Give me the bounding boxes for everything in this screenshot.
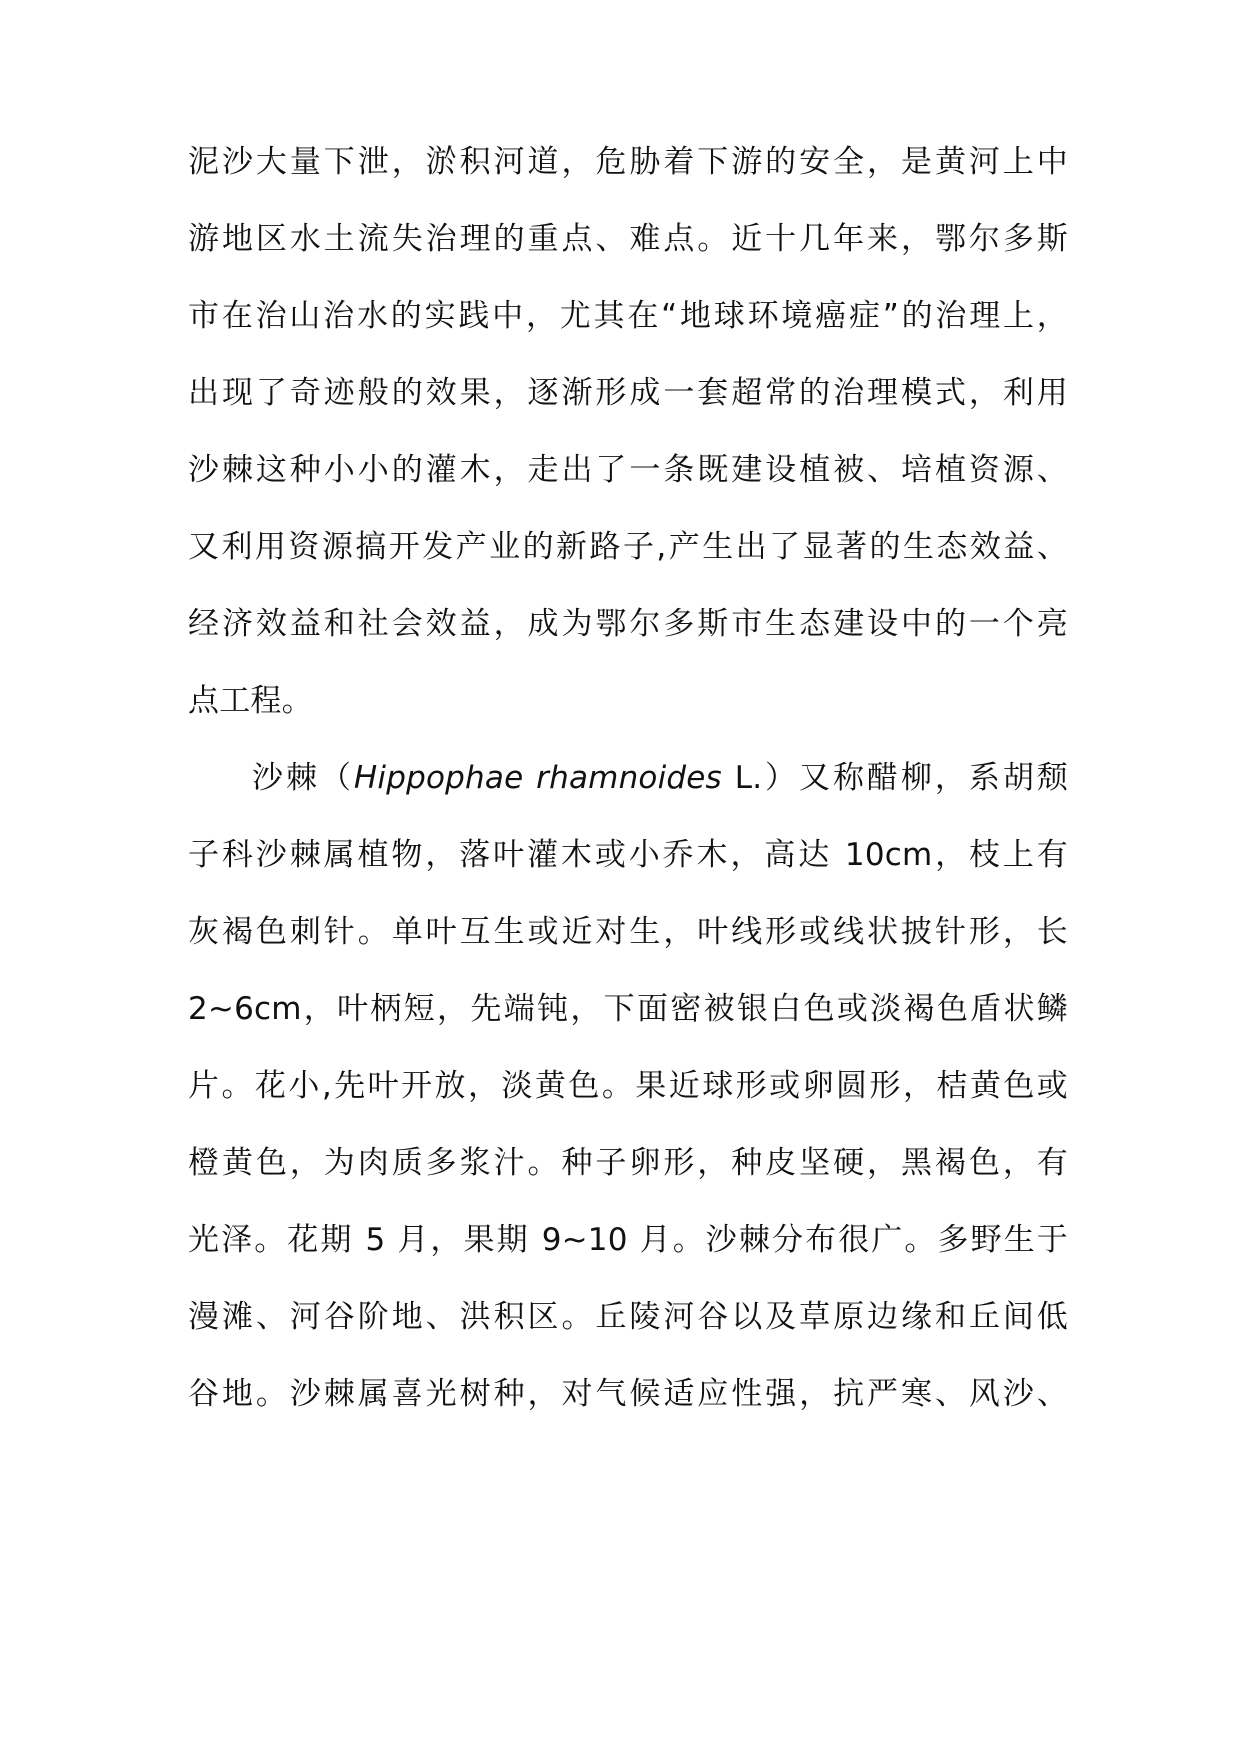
paragraph-1-line-3: 市在治山治水的实践中，尤其在“地球环境癌症”的治理上， <box>188 298 1068 334</box>
paragraph-2-line-5: 片。花小,先叶开放，淡黄色。果近球形或卵圆形，桔黄色或 <box>188 1068 1068 1104</box>
paragraph-2-line-8: 漫滩、河谷阶地、洪积区。丘陵河谷以及草原边缘和丘间低 <box>188 1299 1068 1335</box>
paragraph-2-line-4: 2~6cm，叶柄短，先端钝，下面密被银白色或淡褐色盾状鳞 <box>188 991 1068 1027</box>
paragraph-2-line-1 <box>188 748 1068 808</box>
paragraph-1-line-5: 沙棘这种小小的灌木，走出了一条既建设植被、培植资源、 <box>188 452 1068 488</box>
paragraph-2-line-2: 子科沙棘属植物，落叶灌木或小乔木，高达 10cm，枝上有 <box>188 837 1068 873</box>
paragraph-2-line-6: 橙黄色，为肉质多浆汁。种子卵形，种皮坚硬，黑褐色，有 <box>188 1145 1068 1181</box>
scientific-name: Hippophae rhamnoides <box>353 760 722 796</box>
paragraph-2-line-1-tail: L.）又称醋柳，系胡颓 <box>721 760 1068 796</box>
paragraph-1-line-4: 出现了奇迹般的效果，逐渐形成一套超常的治理模式，利用 <box>188 375 1068 411</box>
paragraph-1-line-8: 点工程。 <box>188 683 313 719</box>
paragraph-2-line-7: 光泽。花期 5 月，果期 9~10 月。沙棘分布很广。多野生于 <box>188 1222 1068 1258</box>
paragraph-1-line-7: 经济效益和社会效益，成为鄂尔多斯市生态建设中的一个亮 <box>188 606 1068 642</box>
paragraph-1-line-1: 泥沙大量下泄，淤积河道，危胁着下游的安全，是黄河上中 <box>188 144 1068 180</box>
paragraph-2-line-9: 谷地。沙棘属喜光树种，对气候适应性强，抗严寒、风沙、 <box>188 1376 1068 1412</box>
paragraph-2-line-3: 灰褐色刺针。单叶互生或近对生，叶线形或线状披针形，长 <box>188 914 1068 950</box>
paragraph-2-line-1-lead: 沙棘（ <box>252 760 354 796</box>
paragraph-1-line-2: 游地区水土流失治理的重点、难点。近十几年来，鄂尔多斯 <box>188 221 1068 257</box>
paragraph-1-line-6: 又利用资源搞开发产业的新路子,产生出了显著的生态效益、 <box>188 529 1068 565</box>
